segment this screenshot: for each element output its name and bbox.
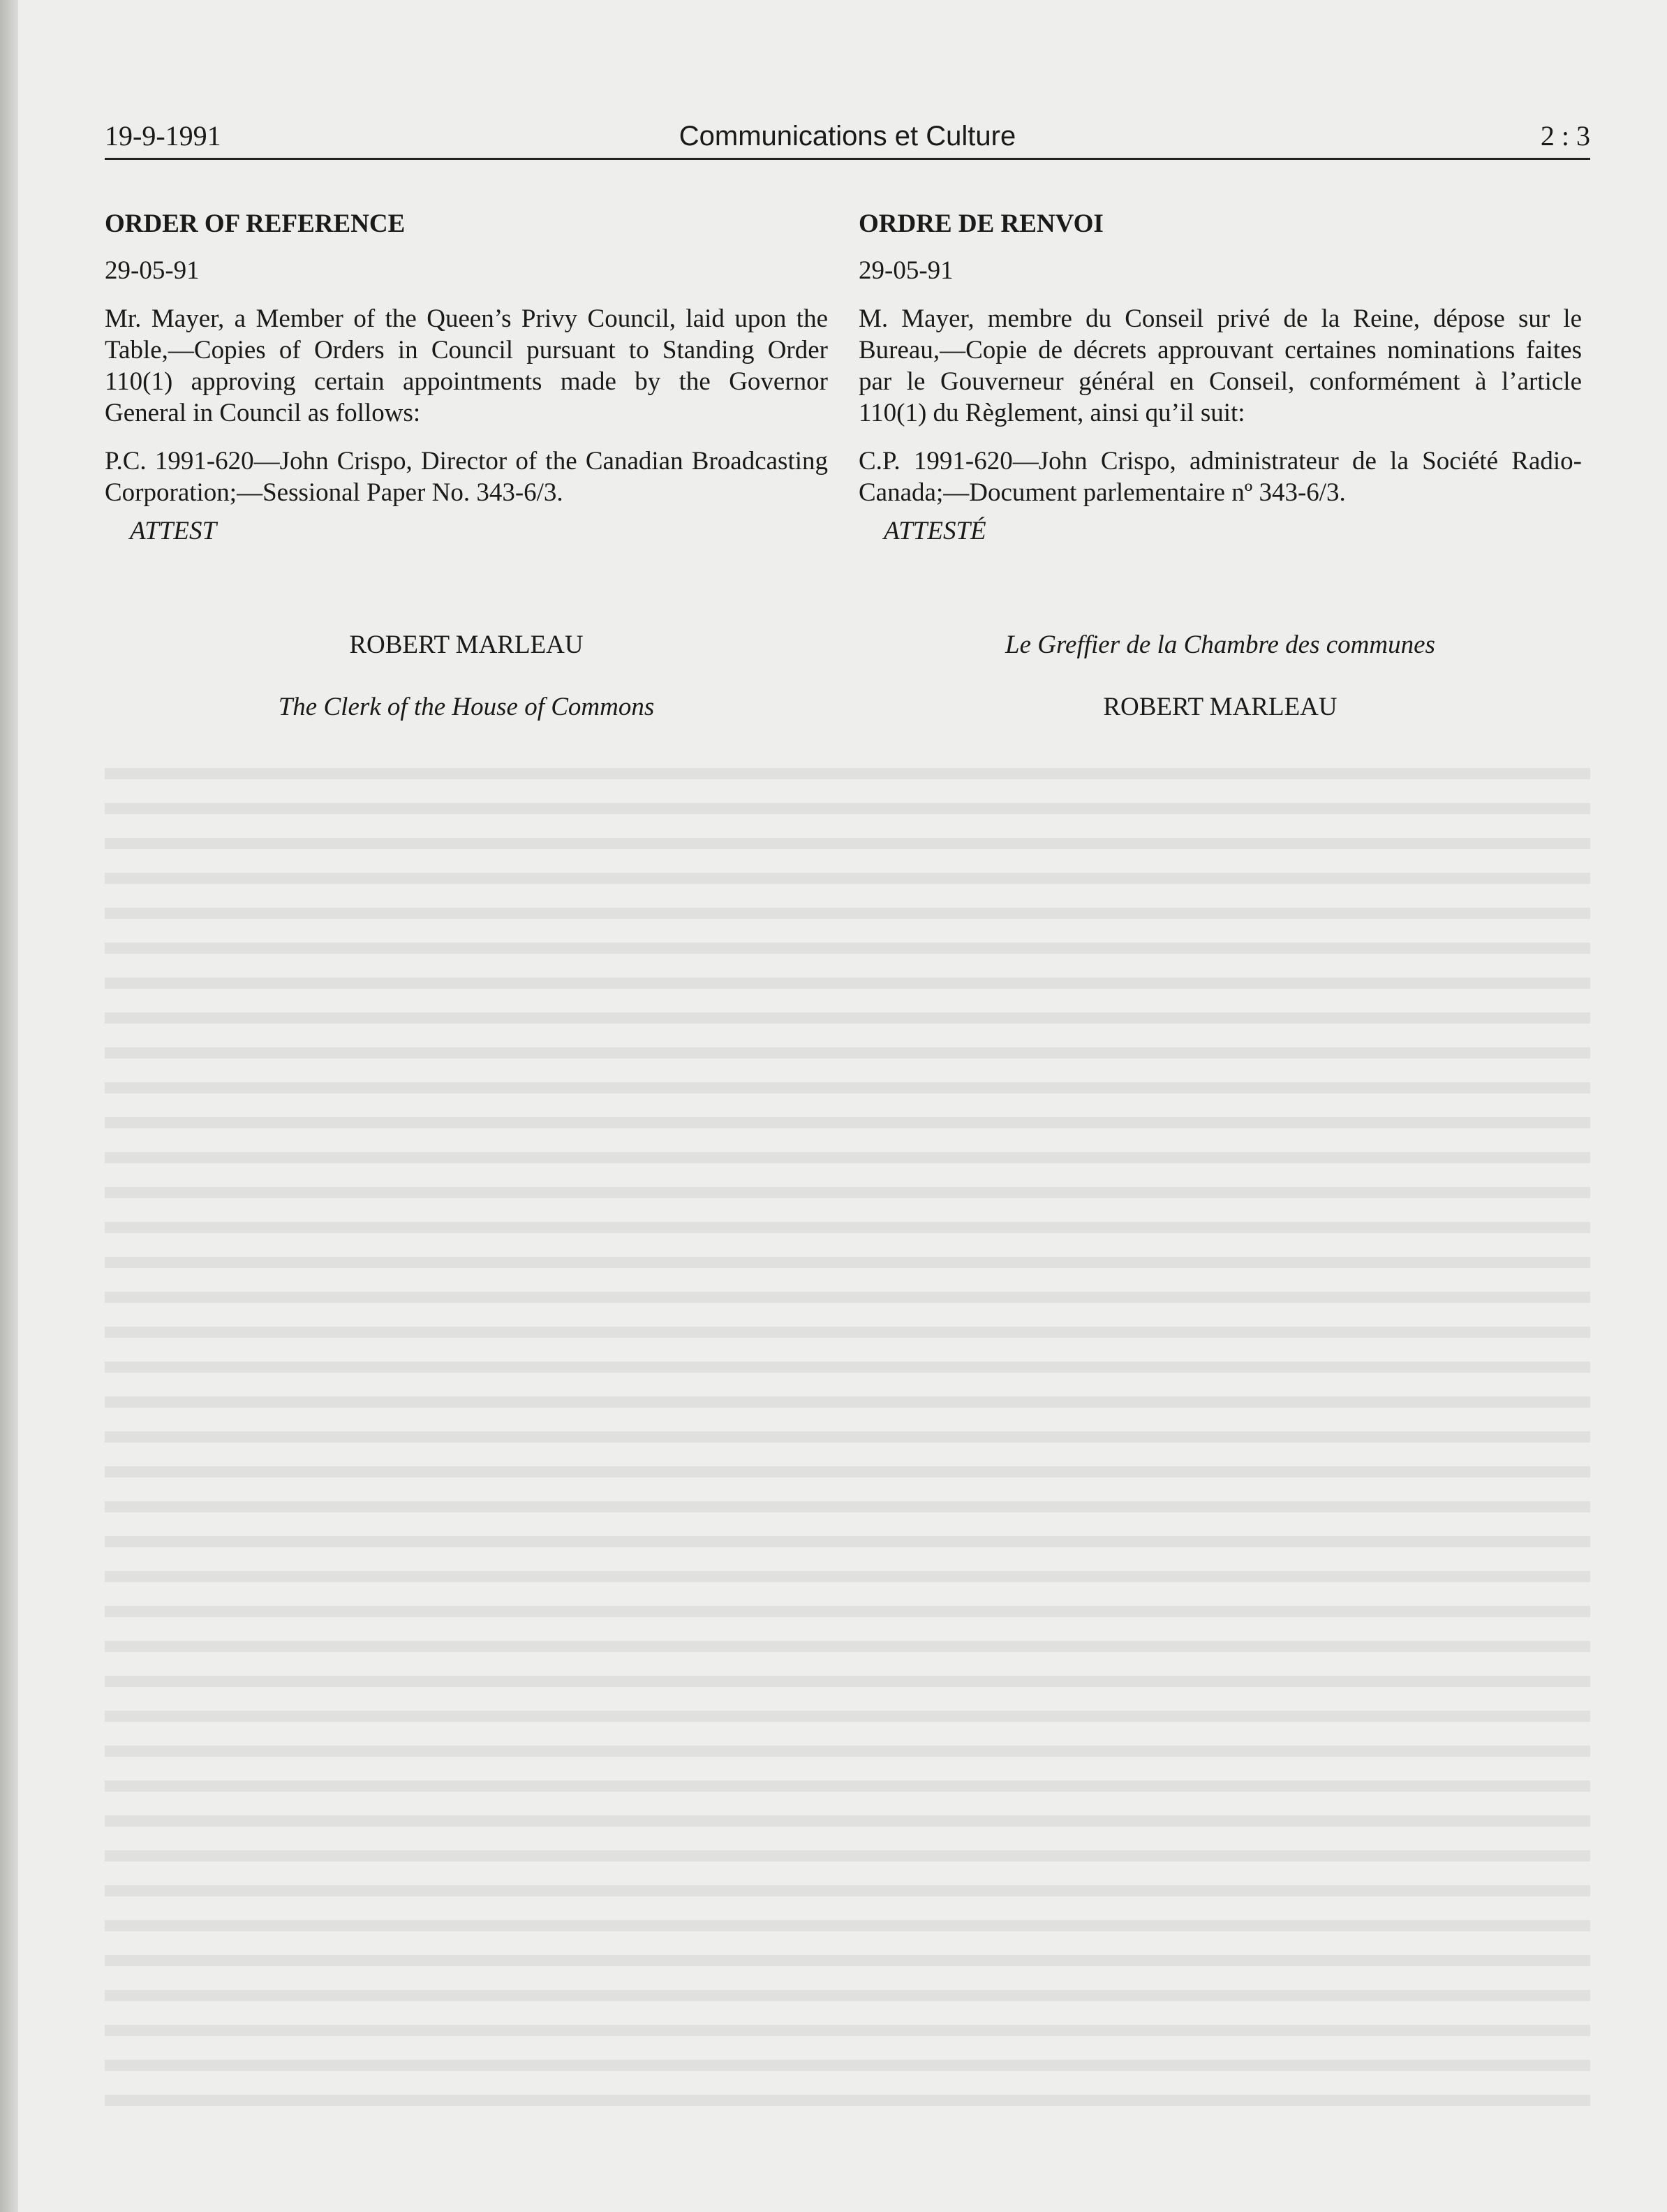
english-paragraph-1: Mr. Mayer, a Member of the Queen’s Privy Council, laid upon the Table,—Copies of Orders in Council pursuant to Standing Order 110(1) approving certain appointments made by the Governor General in Council as follows:	[105, 304, 828, 427]
french-date: 29-05-91	[859, 256, 954, 285]
header-title: Communications et Culture	[679, 121, 1016, 152]
running-header	[105, 119, 1590, 160]
french-paragraph-2: C.P. 1991-620—John Crispo, administrateur de la Société Radio-Canada;—Document parlementaire nº 343-6/3.	[859, 447, 1582, 507]
order-of-reference-heading: ORDER OF REFERENCE	[105, 209, 406, 238]
english-signature-name: ROBERT MARLEAU	[349, 631, 584, 659]
page-edge	[0, 0, 18, 2212]
french-signature-title: Le Greffier de la Chambre des communes	[1005, 631, 1435, 659]
header-date: 19-9-1991	[105, 120, 221, 152]
header-page-number: 2 : 3	[1540, 120, 1590, 152]
english-attest: ATTEST	[130, 517, 217, 545]
english-date: 29-05-91	[105, 256, 200, 285]
english-signature-title: The Clerk of the House of Commons	[278, 693, 655, 721]
ordre-de-renvoi-heading: ORDRE DE RENVOI	[859, 209, 1104, 238]
english-paragraph-2: P.C. 1991-620—John Crispo, Director of the Canadian Broadcasting Corporation;—Sessional Paper No. 343-6/3.	[105, 447, 828, 507]
english-column	[105, 208, 828, 723]
french-paragraph-1: M. Mayer, membre du Conseil privé de la Reine, dépose sur le Bureau,—Copie de décrets approuvant certaines nominations faites par le Gouverneur général en Conseil, conformément à l’article 110(1) du Règlement, ainsi qu’il suit:	[859, 304, 1582, 427]
french-signature-name: ROBERT MARLEAU	[1103, 693, 1338, 721]
french-column	[859, 208, 1582, 723]
show-through-area	[105, 754, 1590, 2123]
french-attest: ATTESTÉ	[884, 517, 986, 545]
